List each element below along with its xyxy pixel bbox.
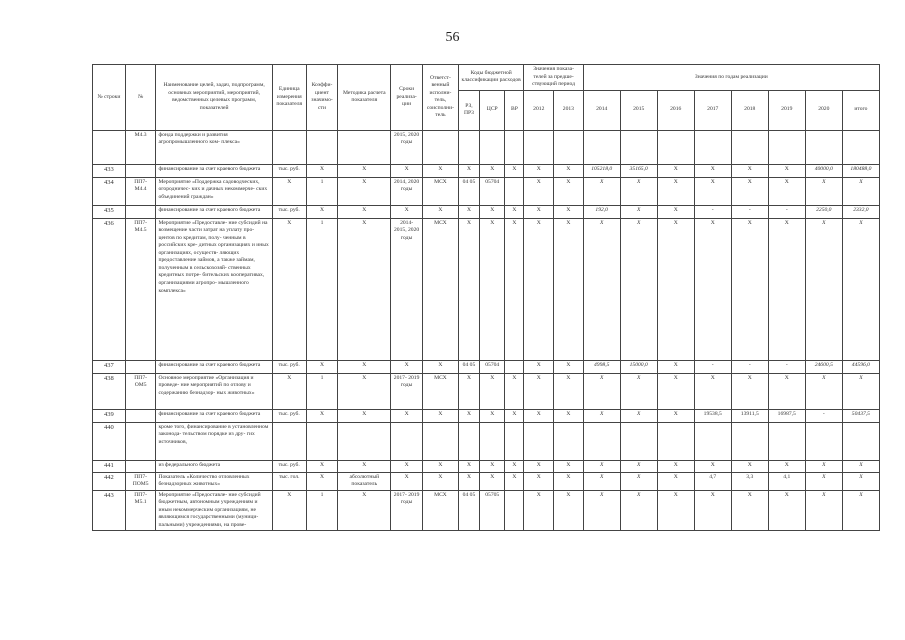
unit-cell: тыс. гол. bbox=[272, 472, 306, 490]
value-2014-cell: X bbox=[583, 373, 620, 409]
value-2017-cell: X bbox=[694, 218, 731, 360]
row-number-cell: 437 bbox=[93, 360, 126, 373]
coefficient-cell bbox=[306, 422, 338, 460]
method-cell: X bbox=[338, 490, 391, 531]
item-code-cell bbox=[125, 205, 156, 218]
value-2017-cell: X bbox=[694, 490, 731, 531]
table-row bbox=[93, 360, 880, 373]
value-2015-cell bbox=[620, 130, 657, 164]
header-2018: 2018 bbox=[731, 90, 768, 130]
header-2012: 2012 bbox=[524, 90, 554, 130]
item-code-cell: ПП7- ПОМ5 bbox=[125, 472, 156, 490]
vr-code-cell: X bbox=[505, 460, 524, 472]
value-2020-cell: 40000,0 bbox=[805, 164, 842, 177]
unit-cell: X bbox=[272, 490, 306, 531]
header-row-no: № строки bbox=[93, 65, 126, 131]
vr-code-cell: X bbox=[505, 472, 524, 490]
value-2016-cell: X bbox=[657, 205, 694, 218]
vr-code-cell: X bbox=[505, 205, 524, 218]
value-2014-cell: 105218,0 bbox=[583, 164, 620, 177]
terms-cell: X bbox=[391, 472, 423, 490]
row-number-cell: 442 bbox=[93, 472, 126, 490]
item-code-cell: ПП7- М5.1 bbox=[125, 490, 156, 531]
row-number-cell: 434 bbox=[93, 177, 126, 205]
header-budget-codes: Коды бюджетной классификации расходов bbox=[458, 65, 524, 91]
item-name-cell: Мероприятие «Предоставле- ние субсидий на возмещение части затрат на уплату про- центов по кредитам, полу- ченным в российских кре- дитных организациях и иных организациях, осуществ- ляющих предоставление займов, а также займам, полученным в сельскохозяй- ственных кредитных потре- бительских кооперативах, организациями агропро- мышленного комплекса» bbox=[156, 218, 272, 360]
method-cell: X bbox=[338, 373, 391, 409]
csr-code-cell: X bbox=[480, 460, 505, 472]
csr-code-cell: X bbox=[480, 205, 505, 218]
unit-cell bbox=[272, 422, 306, 460]
value-2014-cell bbox=[583, 422, 620, 460]
rz-code-cell: X bbox=[458, 205, 479, 218]
row-number-cell: 436 bbox=[93, 218, 126, 360]
value-total-cell: 50437,5 bbox=[842, 409, 879, 422]
header-2014: 2014 bbox=[583, 90, 620, 130]
item-code-cell bbox=[125, 409, 156, 422]
method-cell: X bbox=[338, 360, 391, 373]
value-2013-cell: X bbox=[554, 490, 584, 531]
coefficient-cell bbox=[306, 130, 338, 164]
terms-cell: X bbox=[391, 164, 423, 177]
table-body bbox=[93, 130, 880, 531]
value-2019-cell: - bbox=[768, 360, 805, 373]
item-name-cell: финансирование за счет краевого бюджета bbox=[156, 164, 272, 177]
value-2012-cell: X bbox=[524, 218, 554, 360]
value-2013-cell: X bbox=[554, 177, 584, 205]
value-2019-cell: X bbox=[768, 490, 805, 531]
header-2013: 2013 bbox=[554, 90, 584, 130]
value-2018-cell: - bbox=[731, 205, 768, 218]
coefficient-cell: X bbox=[306, 460, 338, 472]
value-2013-cell: X bbox=[554, 460, 584, 472]
coefficient-cell: X bbox=[306, 409, 338, 422]
value-2018-cell: X bbox=[731, 177, 768, 205]
value-2020-cell: X bbox=[805, 373, 842, 409]
header-name: Наименование целей, задач, подпрограмм, основных мероприятий, мероприятий, ведомственных целевых программ, показателей bbox=[156, 65, 272, 131]
table-row bbox=[93, 164, 880, 177]
method-cell: X bbox=[338, 460, 391, 472]
value-2014-cell: X bbox=[583, 218, 620, 360]
value-2012-cell: X bbox=[524, 164, 554, 177]
value-2016-cell: X bbox=[657, 177, 694, 205]
value-2017-cell: X bbox=[694, 177, 731, 205]
method-cell: X bbox=[338, 205, 391, 218]
coefficient-cell: 1 bbox=[306, 218, 338, 360]
responsible-cell: X bbox=[422, 472, 458, 490]
unit-cell bbox=[272, 130, 306, 164]
value-2013-cell: X bbox=[554, 472, 584, 490]
value-2012-cell: X bbox=[524, 205, 554, 218]
value-2018-cell: 13911,5 bbox=[731, 409, 768, 422]
value-2017-cell: - bbox=[694, 205, 731, 218]
value-2019-cell: X bbox=[768, 373, 805, 409]
value-2020-cell: - bbox=[805, 409, 842, 422]
row-number-cell: 443 bbox=[93, 490, 126, 531]
value-2013-cell: X bbox=[554, 164, 584, 177]
table-row bbox=[93, 490, 880, 531]
item-code-cell bbox=[125, 422, 156, 460]
terms-cell: X bbox=[391, 205, 423, 218]
header-num: № bbox=[125, 65, 156, 131]
value-total-cell: X bbox=[842, 472, 879, 490]
csr-code-cell: X bbox=[480, 164, 505, 177]
value-2015-cell: 15000,0 bbox=[620, 360, 657, 373]
header-prev-values: Значения показа- телей за предше- ствующий период bbox=[524, 65, 583, 91]
value-2018-cell: X bbox=[731, 460, 768, 472]
unit-cell: X bbox=[272, 218, 306, 360]
rz-code-cell: 04 05 bbox=[458, 360, 479, 373]
value-2020-cell: X bbox=[805, 177, 842, 205]
header-2017: 2017 bbox=[694, 90, 731, 130]
value-2016-cell: X bbox=[657, 360, 694, 373]
value-total-cell: X bbox=[842, 460, 879, 472]
value-2015-cell bbox=[620, 422, 657, 460]
table-row bbox=[93, 422, 880, 460]
value-2017-cell: X bbox=[694, 164, 731, 177]
value-2017-cell: X bbox=[694, 373, 731, 409]
csr-code-cell: X bbox=[480, 373, 505, 409]
value-2020-cell: X bbox=[805, 218, 842, 360]
item-name-cell: финансирование за счет краевого бюджета bbox=[156, 205, 272, 218]
value-total-cell: X bbox=[842, 177, 879, 205]
header-responsible: Ответст- венный исполни- тель, соисполни- тель bbox=[422, 65, 458, 131]
csr-code-cell: 05704 bbox=[480, 360, 505, 373]
value-2017-cell: X bbox=[694, 460, 731, 472]
program-indicators-table bbox=[92, 64, 880, 531]
header-2019: 2019 bbox=[768, 90, 805, 130]
responsible-cell: МСХ bbox=[422, 177, 458, 205]
value-2014-cell: 192,0 bbox=[583, 205, 620, 218]
rz-code-cell: X bbox=[458, 460, 479, 472]
row-number-cell bbox=[93, 130, 126, 164]
header-2016: 2016 bbox=[657, 90, 694, 130]
value-2019-cell: X bbox=[768, 164, 805, 177]
value-2013-cell: X bbox=[554, 409, 584, 422]
table-row bbox=[93, 205, 880, 218]
unit-cell: тыс. руб. bbox=[272, 460, 306, 472]
value-2014-cell: 4998,5 bbox=[583, 360, 620, 373]
csr-code-cell: X bbox=[480, 472, 505, 490]
value-2012-cell: X bbox=[524, 360, 554, 373]
csr-code-cell: X bbox=[480, 409, 505, 422]
value-2012-cell: X bbox=[524, 177, 554, 205]
csr-code-cell bbox=[480, 422, 505, 460]
responsible-cell: X bbox=[422, 205, 458, 218]
unit-cell: тыс. руб. bbox=[272, 205, 306, 218]
row-number-cell: 441 bbox=[93, 460, 126, 472]
value-2018-cell: X bbox=[731, 490, 768, 531]
value-2014-cell: X bbox=[583, 472, 620, 490]
value-2013-cell bbox=[554, 422, 584, 460]
item-code-cell: ПП7- М4.4 bbox=[125, 177, 156, 205]
value-2013-cell: X bbox=[554, 218, 584, 360]
value-2018-cell: X bbox=[731, 373, 768, 409]
value-2015-cell: X bbox=[620, 218, 657, 360]
terms-cell: 2017- 2019 годы bbox=[391, 490, 423, 531]
value-total-cell bbox=[842, 130, 879, 164]
coefficient-cell: X bbox=[306, 164, 338, 177]
value-2014-cell: X bbox=[583, 460, 620, 472]
item-name-cell: Мероприятие «Предоставле- ние субсидий бюджетным, автономным учреждениям и иным некоммерческим организациям, не являющимся государственными (муници- пальными) учреждениями, на прове- bbox=[156, 490, 272, 531]
value-2019-cell: X bbox=[768, 460, 805, 472]
unit-cell: тыс. руб. bbox=[272, 409, 306, 422]
value-2017-cell bbox=[694, 130, 731, 164]
value-2016-cell: X bbox=[657, 490, 694, 531]
value-2019-cell bbox=[768, 422, 805, 460]
row-number-cell: 435 bbox=[93, 205, 126, 218]
value-2017-cell bbox=[694, 422, 731, 460]
table-row bbox=[93, 472, 880, 490]
table-row bbox=[93, 373, 880, 409]
value-2015-cell: X bbox=[620, 373, 657, 409]
value-total-cell: X bbox=[842, 490, 879, 531]
responsible-cell: МСХ bbox=[422, 373, 458, 409]
item-name-cell: из федерального бюджета bbox=[156, 460, 272, 472]
value-2016-cell bbox=[657, 422, 694, 460]
item-code-cell: М4.3 bbox=[125, 130, 156, 164]
method-cell: X bbox=[338, 409, 391, 422]
coefficient-cell: X bbox=[306, 472, 338, 490]
value-2013-cell: X bbox=[554, 360, 584, 373]
csr-code-cell bbox=[480, 130, 505, 164]
value-2018-cell bbox=[731, 422, 768, 460]
row-number-cell: 440 bbox=[93, 422, 126, 460]
value-2012-cell: X bbox=[524, 490, 554, 531]
terms-cell bbox=[391, 422, 423, 460]
table-row bbox=[93, 130, 880, 164]
value-2019-cell: 16987,5 bbox=[768, 409, 805, 422]
value-2014-cell: X bbox=[583, 490, 620, 531]
item-code-cell bbox=[125, 460, 156, 472]
header-unit: Единица измерения показателя bbox=[272, 65, 306, 131]
csr-code-cell: X bbox=[480, 218, 505, 360]
value-2020-cell: 2250,0 bbox=[805, 205, 842, 218]
item-code-cell bbox=[125, 164, 156, 177]
rz-code-cell: 04 05 bbox=[458, 177, 479, 205]
terms-cell: X bbox=[391, 409, 423, 422]
value-2017-cell: 19538,5 bbox=[694, 409, 731, 422]
vr-code-cell bbox=[505, 360, 524, 373]
table-header bbox=[93, 65, 880, 131]
rz-code-cell: X bbox=[458, 409, 479, 422]
value-2014-cell: X bbox=[583, 409, 620, 422]
unit-cell: тыс. руб. bbox=[272, 164, 306, 177]
value-2012-cell: X bbox=[524, 472, 554, 490]
coefficient-cell: X bbox=[306, 360, 338, 373]
value-2012-cell: X bbox=[524, 460, 554, 472]
value-2014-cell: X bbox=[583, 177, 620, 205]
rz-code-cell: X bbox=[458, 373, 479, 409]
value-2015-cell: X bbox=[620, 460, 657, 472]
item-name-cell: кроме того, финансирование в установленном законода- тельством порядке из дру- гих источников, bbox=[156, 422, 272, 460]
responsible-cell: X bbox=[422, 409, 458, 422]
value-2017-cell: - bbox=[694, 360, 731, 373]
item-code-cell: ПП7- ОМ5 bbox=[125, 373, 156, 409]
value-2015-cell: X bbox=[620, 490, 657, 531]
value-2015-cell: X bbox=[620, 205, 657, 218]
table-row bbox=[93, 177, 880, 205]
rz-code-cell: X bbox=[458, 164, 479, 177]
value-2017-cell: 4,7 bbox=[694, 472, 731, 490]
value-2015-cell: X bbox=[620, 409, 657, 422]
terms-cell: X bbox=[391, 460, 423, 472]
value-2018-cell: X bbox=[731, 164, 768, 177]
unit-cell: X bbox=[272, 177, 306, 205]
header-values-by-year: Значения по годам реализации bbox=[583, 65, 879, 91]
responsible-cell: X bbox=[422, 360, 458, 373]
value-2019-cell: 4,1 bbox=[768, 472, 805, 490]
value-2019-cell bbox=[768, 130, 805, 164]
header-2015: 2015 bbox=[620, 90, 657, 130]
vr-code-cell: X bbox=[505, 218, 524, 360]
value-2020-cell bbox=[805, 422, 842, 460]
value-total-cell bbox=[842, 422, 879, 460]
value-total-cell: X bbox=[842, 218, 879, 360]
value-2012-cell: X bbox=[524, 409, 554, 422]
value-2016-cell: X bbox=[657, 409, 694, 422]
value-2016-cell: X bbox=[657, 164, 694, 177]
csr-code-cell: 05704 bbox=[480, 177, 505, 205]
item-name-cell: Показатель «Количество отловленных безнадзорных животных» bbox=[156, 472, 272, 490]
coefficient-cell: 1 bbox=[306, 373, 338, 409]
value-2016-cell: X bbox=[657, 373, 694, 409]
value-2012-cell bbox=[524, 130, 554, 164]
value-2016-cell: X bbox=[657, 472, 694, 490]
rz-code-cell: X bbox=[458, 472, 479, 490]
method-cell: X bbox=[338, 177, 391, 205]
unit-cell: X bbox=[272, 373, 306, 409]
value-total-cell: 44596,0 bbox=[842, 360, 879, 373]
value-2018-cell: - bbox=[731, 360, 768, 373]
item-name-cell: Мероприятие «Поддержка садоводческих, огородничес- ких и дачных некоммерче- ских объединений граждан» bbox=[156, 177, 272, 205]
page-number: 56 bbox=[445, 30, 460, 45]
responsible-cell: МСХ bbox=[422, 218, 458, 360]
table-row bbox=[93, 218, 880, 360]
value-2019-cell: X bbox=[768, 177, 805, 205]
value-2018-cell: 3,3 bbox=[731, 472, 768, 490]
value-total-cell: X bbox=[842, 373, 879, 409]
header-method: Методика расчета показателя bbox=[338, 65, 391, 131]
vr-code-cell: X bbox=[505, 409, 524, 422]
row-number-cell: 438 bbox=[93, 373, 126, 409]
rz-code-cell bbox=[458, 130, 479, 164]
item-code-cell: ПП7- М4.5 bbox=[125, 218, 156, 360]
csr-code-cell: 05705 bbox=[480, 490, 505, 531]
header-terms: Сроки реализа- ции bbox=[391, 65, 423, 131]
terms-cell: X bbox=[391, 360, 423, 373]
vr-code-cell bbox=[505, 177, 524, 205]
header-csr: ЦСР bbox=[480, 90, 505, 130]
method-cell bbox=[338, 422, 391, 460]
value-2020-cell: 24600,5 bbox=[805, 360, 842, 373]
value-2016-cell: X bbox=[657, 218, 694, 360]
value-2020-cell: X bbox=[805, 460, 842, 472]
method-cell: X bbox=[338, 218, 391, 360]
value-2020-cell bbox=[805, 130, 842, 164]
value-2015-cell: 35165,0 bbox=[620, 164, 657, 177]
value-2013-cell: X bbox=[554, 373, 584, 409]
responsible-cell: МСХ bbox=[422, 490, 458, 531]
terms-cell: 2017- 2019 годы bbox=[391, 373, 423, 409]
terms-cell: 2015, 2020 годы bbox=[391, 130, 423, 164]
value-2013-cell bbox=[554, 130, 584, 164]
value-2019-cell: - bbox=[768, 205, 805, 218]
unit-cell: тыс. руб. bbox=[272, 360, 306, 373]
value-2016-cell: X bbox=[657, 460, 694, 472]
vr-code-cell bbox=[505, 422, 524, 460]
value-2016-cell bbox=[657, 130, 694, 164]
responsible-cell bbox=[422, 422, 458, 460]
terms-cell: 2014, 2020 годы bbox=[391, 177, 423, 205]
rz-code-cell: 04 05 bbox=[458, 490, 479, 531]
value-2013-cell: X bbox=[554, 205, 584, 218]
coefficient-cell: 1 bbox=[306, 490, 338, 531]
header-rz: РЗ, ПР3 bbox=[458, 90, 479, 130]
row-number-cell: 439 bbox=[93, 409, 126, 422]
vr-code-cell: X bbox=[505, 164, 524, 177]
value-total-cell: 2332,0 bbox=[842, 205, 879, 218]
coefficient-cell: 1 bbox=[306, 177, 338, 205]
header-2020: 2020 bbox=[805, 90, 842, 130]
vr-code-cell bbox=[505, 130, 524, 164]
value-2020-cell: X bbox=[805, 490, 842, 531]
rz-code-cell: X bbox=[458, 218, 479, 360]
header-total: итого bbox=[842, 90, 879, 130]
vr-code-cell bbox=[505, 490, 524, 531]
value-2018-cell bbox=[731, 130, 768, 164]
responsible-cell: X bbox=[422, 164, 458, 177]
value-2019-cell: X bbox=[768, 218, 805, 360]
item-name-cell: фонда поддержки и развития агропромышленного ком- плекса» bbox=[156, 130, 272, 164]
value-2012-cell: X bbox=[524, 373, 554, 409]
value-2012-cell bbox=[524, 422, 554, 460]
value-2014-cell bbox=[583, 130, 620, 164]
value-total-cell: 180488,0 bbox=[842, 164, 879, 177]
rz-code-cell bbox=[458, 422, 479, 460]
method-cell: абсолютный показатель bbox=[338, 472, 391, 490]
value-2020-cell: X bbox=[805, 472, 842, 490]
value-2015-cell: X bbox=[620, 472, 657, 490]
table-row bbox=[93, 460, 880, 472]
value-2018-cell: X bbox=[731, 218, 768, 360]
table-row bbox=[93, 409, 880, 422]
header-vr: ВР bbox=[505, 90, 524, 130]
responsible-cell: X bbox=[422, 460, 458, 472]
vr-code-cell: X bbox=[505, 373, 524, 409]
item-name-cell: Основное мероприятие «Организация и проведе- ние мероприятий по отлову и содержанию безнадзор- ных животных» bbox=[156, 373, 272, 409]
method-cell bbox=[338, 130, 391, 164]
row-number-cell: 433 bbox=[93, 164, 126, 177]
responsible-cell bbox=[422, 130, 458, 164]
method-cell: X bbox=[338, 164, 391, 177]
item-name-cell: финансирование за счет краевого бюджета bbox=[156, 360, 272, 373]
coefficient-cell: X bbox=[306, 205, 338, 218]
item-name-cell: финансирование за счет краевого бюджета bbox=[156, 409, 272, 422]
value-2015-cell: X bbox=[620, 177, 657, 205]
terms-cell: 2014- 2015, 2020 годы bbox=[391, 218, 423, 360]
item-code-cell bbox=[125, 360, 156, 373]
header-coef: Коэффи- циент значимо- сти bbox=[306, 65, 338, 131]
